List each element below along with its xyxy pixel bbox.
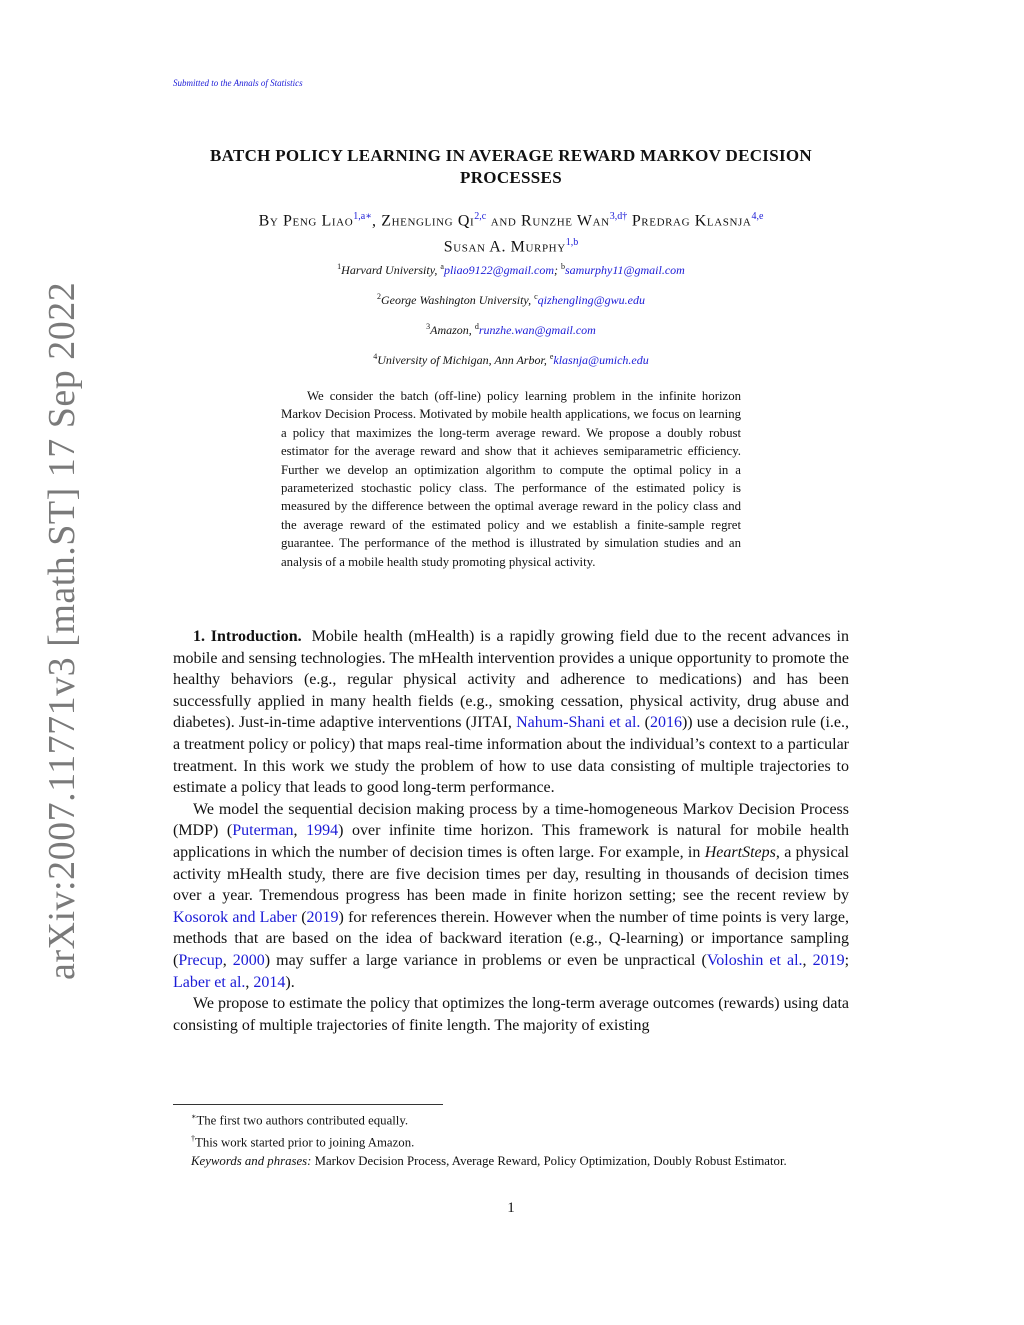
section-heading: 1. Introduction. <box>193 628 302 645</box>
citation-link[interactable]: Voloshin et al. <box>706 951 803 969</box>
text: ) over infinite time horizon. This framework is natural for mobile health applications in which the number of decision times is often large. For example, in <box>173 822 850 861</box>
text: )) use a decision rule (i.e., a treatment policy or policy) that maps real-time information about the individual’s context to a particular treatment. In this work we study the problem of how to use data consisting of multiple trajectories to estimate a policy that leads to good long-term performance. <box>173 714 850 797</box>
page-number: 1 <box>507 1200 515 1216</box>
author-line-2 <box>173 232 849 258</box>
title-line-2: PROCESSES <box>460 168 562 187</box>
citation-year-link[interactable]: 2000 <box>232 951 265 969</box>
keywords-text: Markov Decision Process, Average Reward, Policy Optimization, Doubly Robust Estimator. <box>311 1153 787 1168</box>
citation-link[interactable]: Precup <box>178 951 223 969</box>
arxiv-identifier-stamp: arXiv:2007.11771v3 [math.ST] 17 Sep 2022 <box>41 281 83 980</box>
author-affil-mark[interactable]: 2,c <box>474 211 487 222</box>
footnote-2 <box>173 1130 849 1152</box>
by-label: By <box>258 212 279 230</box>
citation-link[interactable]: Kosorok and Laber <box>173 908 297 926</box>
affil-institution: Harvard University, <box>341 263 441 277</box>
citation-year-link[interactable]: 1994 <box>306 822 339 840</box>
affiliation-2 <box>173 292 849 308</box>
email-mark: c <box>534 292 538 301</box>
footnote-mark: † <box>191 1133 195 1143</box>
email-link[interactable]: qizhengling@gwu.edu <box>537 293 646 307</box>
affil-number: 4 <box>373 352 378 361</box>
paragraph-2 <box>173 799 849 993</box>
citation-year-link[interactable]: 2014 <box>253 973 286 991</box>
affil-institution: George Washington University, <box>380 293 535 307</box>
email-mark: e <box>549 352 554 361</box>
text: , <box>802 951 813 969</box>
email-mark: a <box>440 262 444 271</box>
email-link[interactable]: samurphy11@gmail.com <box>565 263 685 277</box>
abstract-text: We consider the batch (off-line) policy learning problem in the infinite horizon Markov Decision Process. Motivated by mobile health applications, we focus on learning a policy that maximizes the long-term average reward. We propose a doubly robust estimator for the average reward and show that it achieves semiparametric efficiency. Further we develop an optimization algorithm to compute the optimal policy in a parameterized stochastic policy class. The performance of the estimated policy is measured by the difference between the optimal average reward in the policy class and the average reward of the estimated policy and we establish a finite-sample regret guarantee. The performance of the method is illustrated by simulation studies and an analysis of a mobile health study promoting physical activity. <box>281 389 741 569</box>
citation-year-link[interactable]: 2019 <box>812 951 845 969</box>
affiliation-1 <box>173 262 849 278</box>
email-link[interactable]: pliao9122@gmail.com <box>443 263 554 277</box>
author-affil-mark[interactable]: 3,d† <box>609 211 628 222</box>
text: ) may suffer a large variance in problems or even be unpractical ( <box>264 951 707 969</box>
email-mark: b <box>561 262 565 271</box>
footnote-1 <box>173 1108 849 1130</box>
and-label: and <box>490 212 517 230</box>
text: We model the sequential decision making process by a time-homogeneous Markov Decision Process (MDP) ( <box>173 800 849 840</box>
keywords-label: Keywords and phrases: <box>191 1153 312 1168</box>
text: ; <box>844 951 850 969</box>
affiliation-3 <box>173 322 849 338</box>
author-name: Zhengling Qi <box>381 212 475 230</box>
introduction-section <box>173 626 849 1036</box>
affil-number: 3 <box>426 322 431 331</box>
footnote-mark: ∗ <box>191 1112 197 1121</box>
text: ). <box>285 973 295 991</box>
study-name: HeartSteps <box>704 843 776 861</box>
abstract <box>281 387 741 571</box>
text: ( <box>640 714 650 732</box>
citation-year-link[interactable]: 2016 <box>649 714 682 732</box>
text: ) for references therein. However when the number of time points is very large, methods that are based on the idea of backward iteration (e.g., Q-learning) or importance sampling ( <box>173 908 850 969</box>
separator: ; <box>554 263 561 277</box>
author-name: Susan A. Murphy <box>443 238 566 256</box>
email-mark: d <box>474 322 479 331</box>
citation-link[interactable]: Puterman <box>232 822 294 840</box>
author-list <box>173 206 849 259</box>
footnote-text: This work started prior to joining Amazon. <box>195 1135 415 1150</box>
affiliation-4 <box>173 352 849 368</box>
paragraph-3: We propose to estimate the policy that optimizes the long-term average outcomes (rewards) using data consisting of multiple trajectories of finite length. The majority of existing <box>173 995 849 1034</box>
text: ( <box>296 908 307 926</box>
email-link[interactable]: runzhe.wan@gmail.com <box>478 323 596 337</box>
paper-title <box>173 145 849 189</box>
author-name: Peng Liao <box>283 212 354 230</box>
author-name: Runzhe Wan <box>521 212 610 230</box>
citation-link[interactable]: Nahum-Shani et al. <box>516 714 641 732</box>
title-line-1: BATCH POLICY LEARNING IN AVERAGE REWARD MARKOV DECISION <box>210 146 812 165</box>
email-link[interactable]: klasnja@umich.edu <box>553 353 649 367</box>
author-line-1: By Peng Liao$^{1,a∗}$, Zhengling Qi$^{2,c}$ and Runzhe Wan$^{3,d\dagger}$ Predrag Klasnja$^{4,e}$ <box>258 211 764 230</box>
affil-number: 1 <box>337 262 342 271</box>
affil-institution: Amazon, <box>430 323 475 337</box>
text: Mobile health (mHealth) is a rapidly growing field due to the recent advances in mobile and sensing technologies. The mHealth intervention provides a unique opportunity to promote the healthy behaviors (e.g., regular physical activity and adherence to medications) and has been successfully applied in many health fields (e.g., smoking cessation, physical activity, drug abuse and diabetes). Just-in-time adaptive interventions (JITAI, <box>173 628 849 732</box>
author-affil-mark[interactable]: 1,a∗ <box>353 211 373 222</box>
text: , <box>293 822 307 840</box>
paragraph-1 <box>173 626 849 799</box>
footnote-divider <box>173 1104 443 1105</box>
author-name: Predrag Klasnja <box>631 212 752 230</box>
keywords <box>173 1152 849 1171</box>
affil-institution: University of Michigan, Ann Arbor, <box>377 353 550 367</box>
citation-link[interactable]: Laber et al. <box>173 973 246 991</box>
citation-year-link[interactable]: 2019 <box>306 908 339 926</box>
footnote-text: The first two authors contributed equally. <box>196 1113 409 1128</box>
affil-number: 2 <box>376 292 381 301</box>
text: , <box>222 951 233 969</box>
footnotes <box>173 1108 849 1170</box>
text: , a physical activity mHealth study, there are five decision times per day, resulting in thousands of decision times over a year. Tremendous progress has been made in finite horizon setting; see the recent review by <box>173 843 850 905</box>
text: , <box>245 973 254 991</box>
journal-header-note[interactable]: Submitted to the Annals of Statistics <box>173 78 303 88</box>
author-affil-mark[interactable]: 1,b <box>565 237 579 249</box>
author-affil-mark[interactable]: 4,e <box>751 211 764 222</box>
